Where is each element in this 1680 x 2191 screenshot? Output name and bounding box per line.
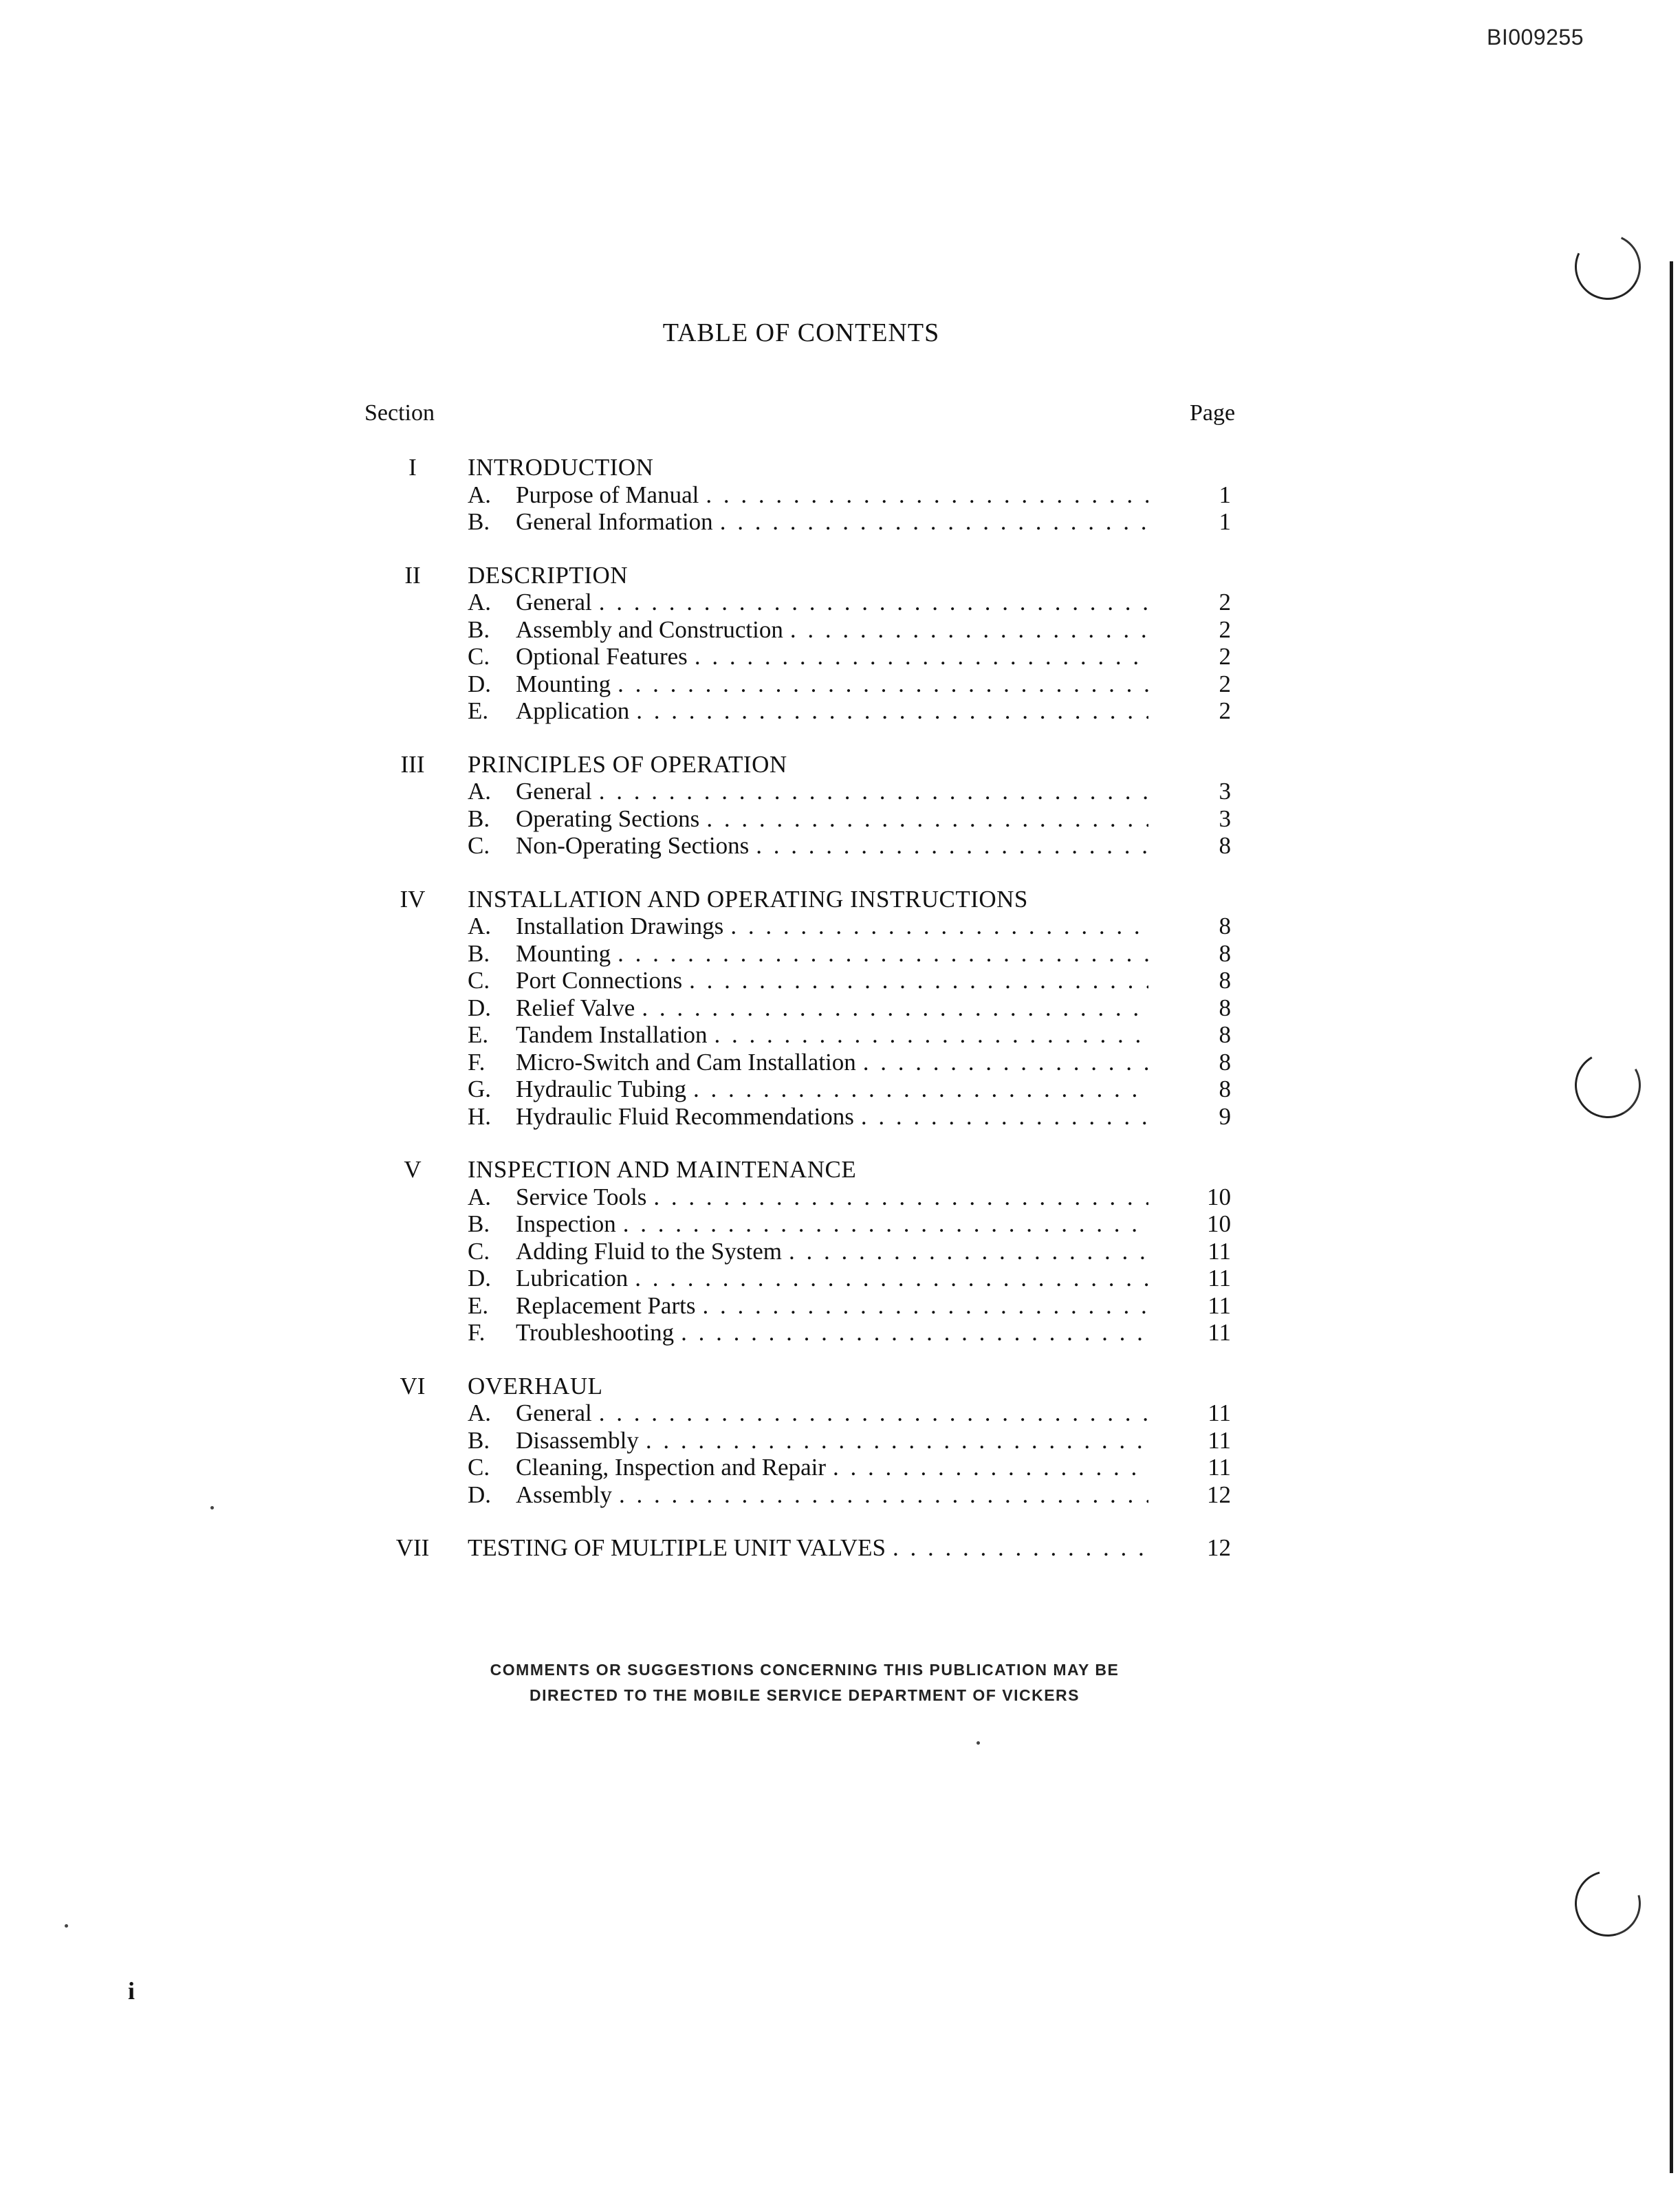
section-number: VI	[400, 1372, 426, 1399]
entry-title: Disassembly	[516, 1426, 639, 1454]
scan-speck	[210, 1506, 214, 1509]
entry-leader-group	[516, 805, 1148, 833]
toc-section-final	[358, 1534, 1252, 1562]
entry-page-number: 8	[1219, 1048, 1231, 1076]
entry-page-number: 3	[1219, 805, 1231, 832]
entry-page-number: 8	[1219, 1021, 1231, 1048]
entry-title: Purpose of Manual	[516, 481, 699, 508]
entry-letter: F.	[468, 1048, 486, 1076]
entry-letter: D.	[468, 994, 492, 1021]
dot-leader	[790, 616, 1148, 644]
entry-page-number: 12	[1207, 1481, 1231, 1508]
table-of-contents	[358, 454, 1252, 1588]
section-title: OVERHAUL	[468, 1372, 603, 1399]
dot-leader	[623, 1210, 1148, 1238]
entry-title: Optional Features	[516, 643, 688, 670]
entry-leader-group	[516, 1292, 1148, 1320]
section-title: INSPECTION AND MAINTENANCE	[468, 1156, 857, 1183]
toc-section	[358, 562, 1252, 725]
dot-leader	[599, 1399, 1148, 1427]
dot-leader	[642, 994, 1148, 1022]
toc-final-row	[358, 1534, 1252, 1562]
scan-speck	[977, 1741, 980, 1745]
entry-leader-group	[516, 1427, 1148, 1454]
entry-title: Hydraulic Fluid Recommendations	[516, 1102, 854, 1130]
toc-entry-row	[358, 1210, 1252, 1238]
entry-title: Replacement Parts	[516, 1291, 696, 1319]
entry-page-number: 8	[1219, 994, 1231, 1021]
entry-letter: B.	[468, 615, 490, 643]
scan-speck	[65, 1924, 68, 1928]
entry-page-number: 1	[1219, 508, 1231, 535]
comments-line-2: DIRECTED TO THE MOBILE SERVICE DEPARTMENT OF VICKERS	[529, 1686, 1080, 1704]
dot-leader	[863, 1049, 1148, 1076]
entry-leader-group	[516, 643, 1148, 671]
entry-letter: G.	[468, 1076, 492, 1102]
entry-letter: H.	[468, 1102, 492, 1130]
entry-title: Application	[516, 697, 630, 724]
binder-hole-bottom	[1562, 1858, 1652, 1948]
toc-entry-row	[358, 643, 1252, 671]
toc-section-heading-row	[358, 886, 1252, 913]
toc-section-heading-row	[358, 751, 1252, 778]
toc-section	[358, 454, 1252, 536]
binder-hole-top	[1565, 224, 1650, 309]
entry-title: Assembly	[516, 1481, 612, 1508]
entry-letter: C.	[468, 832, 490, 859]
entry-title: General	[516, 589, 592, 615]
entry-title: Inspection	[516, 1210, 616, 1237]
dot-leader	[893, 1534, 1148, 1562]
section-title: PRINCIPLES OF OPERATION	[468, 750, 787, 778]
toc-entry-row	[358, 913, 1252, 940]
page-edge-shadow	[1670, 261, 1673, 2173]
dot-leader	[619, 1481, 1148, 1509]
entry-leader-group	[516, 481, 1148, 509]
toc-section	[358, 1156, 1252, 1347]
entry-page-number: 2	[1219, 615, 1231, 643]
entry-leader-group	[516, 1021, 1148, 1049]
dot-leader	[635, 1265, 1148, 1292]
section-number: V	[404, 1156, 422, 1183]
entry-title: Installation Drawings	[516, 913, 724, 939]
dot-leader	[695, 643, 1148, 671]
section-number: IV	[400, 885, 426, 913]
entry-title: Mounting	[516, 670, 611, 697]
toc-entry-row	[358, 832, 1252, 860]
toc-entry-row	[358, 1454, 1252, 1481]
toc-section	[358, 1373, 1252, 1509]
entry-leader-group	[516, 994, 1148, 1022]
entry-leader-group	[516, 616, 1148, 644]
toc-entry-row	[358, 1049, 1252, 1076]
toc-section	[358, 751, 1252, 860]
entry-letter: D.	[468, 1265, 492, 1291]
entry-letter: D.	[468, 670, 492, 697]
entry-letter: A.	[468, 1399, 492, 1426]
entry-letter: B.	[468, 1426, 490, 1454]
entry-page-number: 11	[1208, 1454, 1231, 1481]
dot-leader	[689, 967, 1148, 994]
section-number: II	[404, 561, 421, 589]
entry-page-number: 11	[1208, 1237, 1231, 1265]
entry-letter: B.	[468, 1210, 490, 1237]
entry-title: Cleaning, Inspection and Repair	[516, 1454, 826, 1481]
entry-letter: E.	[468, 697, 489, 724]
section-title: DESCRIPTION	[468, 561, 629, 589]
entry-letter: A.	[468, 589, 492, 615]
toc-entry-row	[358, 697, 1252, 725]
entry-letter: B.	[468, 939, 490, 967]
toc-section	[358, 886, 1252, 1131]
comments-notice	[0, 1657, 1609, 1708]
dot-leader	[730, 913, 1148, 940]
dot-leader	[833, 1454, 1148, 1481]
entry-page-number: 3	[1219, 778, 1231, 805]
section-number: VII	[395, 1534, 430, 1561]
toc-entry-row	[358, 1184, 1252, 1211]
toc-entry-row	[358, 589, 1252, 616]
entry-leader-group	[516, 1265, 1148, 1292]
section-column-header: Section	[364, 400, 435, 426]
entry-page-number: 2	[1219, 697, 1231, 724]
dot-leader	[706, 481, 1148, 509]
toc-entry-row	[358, 1021, 1252, 1049]
entry-letter: C.	[468, 967, 490, 994]
toc-section-heading-row	[358, 454, 1252, 481]
entry-page-number: 8	[1219, 1076, 1231, 1102]
dot-leader	[714, 1021, 1148, 1049]
toc-entry-row	[358, 1427, 1252, 1454]
entry-leader-group	[516, 1399, 1148, 1427]
entry-leader-group	[516, 697, 1148, 725]
entry-letter: D.	[468, 1481, 492, 1508]
entry-title: Assembly and Construction	[516, 615, 783, 643]
entry-page-number: 11	[1208, 1265, 1231, 1291]
entry-title: Relief Valve	[516, 994, 635, 1021]
dot-leader	[706, 805, 1148, 833]
entry-page-number: 8	[1219, 832, 1231, 859]
entry-page-number: 8	[1219, 967, 1231, 994]
entry-leader-group	[516, 913, 1148, 940]
entry-title: General	[516, 778, 592, 805]
entry-letter: A.	[468, 1183, 492, 1210]
section-number: III	[400, 750, 425, 778]
entry-leader-group	[516, 778, 1148, 805]
toc-entry-row	[358, 967, 1252, 994]
toc-entry-row	[358, 481, 1252, 509]
dot-leader	[618, 671, 1148, 698]
toc-entry-row	[358, 671, 1252, 698]
page-number: i	[128, 1977, 135, 2005]
toc-section-heading-row	[358, 562, 1252, 589]
entry-leader-group	[516, 1184, 1148, 1211]
dot-leader	[653, 1184, 1148, 1211]
dot-leader	[789, 1238, 1148, 1265]
entry-page-number: 10	[1207, 1210, 1231, 1237]
entry-title: Mounting	[516, 939, 611, 967]
entry-leader-group	[516, 1238, 1148, 1265]
entry-letter: E.	[468, 1021, 489, 1048]
entry-leader-group	[516, 832, 1148, 860]
entry-letter: A.	[468, 778, 492, 805]
entry-leader-group	[516, 940, 1148, 968]
entry-leader-group	[516, 589, 1148, 616]
dot-leader	[720, 508, 1148, 536]
entry-leader-group	[516, 1454, 1148, 1481]
binder-hole-middle	[1567, 1045, 1648, 1126]
toc-entry-row	[358, 508, 1252, 536]
entry-title: Troubleshooting	[516, 1319, 675, 1346]
dot-leader	[599, 778, 1148, 805]
dot-leader	[693, 1076, 1148, 1103]
toc-entry-row	[358, 1319, 1252, 1347]
entry-leader-group	[516, 1076, 1148, 1103]
toc-entry-row	[358, 1399, 1252, 1427]
entry-title: Port Connections	[516, 967, 683, 994]
entry-page-number: 12	[1207, 1534, 1231, 1561]
entry-page-number: 9	[1219, 1102, 1231, 1130]
toc-entry-row	[358, 778, 1252, 805]
toc-entry-row	[358, 1481, 1252, 1509]
entry-leader-group	[516, 1210, 1148, 1238]
entry-letter: F.	[468, 1319, 486, 1346]
entry-page-number: 11	[1208, 1291, 1231, 1319]
entry-title: Tandem Installation	[516, 1021, 708, 1048]
document-id: BI009255	[1486, 25, 1584, 50]
entry-letter: B.	[468, 508, 490, 535]
entry-page-number: 1	[1219, 481, 1231, 508]
section-number: I	[408, 454, 417, 481]
entry-letter: A.	[468, 913, 492, 939]
dot-leader	[636, 697, 1148, 725]
entry-page-number: 11	[1208, 1399, 1231, 1426]
entry-leader-group	[468, 1534, 1148, 1562]
toc-entry-row	[358, 994, 1252, 1022]
toc-section-heading-row	[358, 1373, 1252, 1400]
dot-leader	[599, 589, 1148, 616]
entry-title: Hydraulic Tubing	[516, 1076, 686, 1102]
entry-leader-group	[516, 967, 1148, 994]
entry-page-number: 8	[1219, 913, 1231, 939]
dot-leader	[861, 1103, 1148, 1131]
entry-page-number: 11	[1208, 1426, 1231, 1454]
entry-letter: E.	[468, 1291, 489, 1319]
entry-title: General	[516, 1399, 592, 1426]
entry-leader-group	[516, 1481, 1148, 1509]
entry-title: General Information	[516, 508, 713, 535]
section-title: INSTALLATION AND OPERATING INSTRUCTIONS	[468, 885, 1028, 913]
page-column-header: Page	[1190, 400, 1236, 426]
entry-title: Service Tools	[516, 1183, 647, 1210]
toc-entry-row	[358, 940, 1252, 968]
entry-page-number: 2	[1219, 670, 1231, 697]
section-title: TESTING OF MULTIPLE UNIT VALVES	[468, 1534, 886, 1561]
entry-leader-group	[516, 1103, 1148, 1131]
dot-leader	[646, 1427, 1148, 1454]
entry-page-number: 8	[1219, 939, 1231, 967]
entry-title: Operating Sections	[516, 805, 700, 832]
comments-line-1: COMMENTS OR SUGGESTIONS CONCERNING THIS PUBLICATION MAY BE	[490, 1661, 1120, 1679]
toc-section-heading-row	[358, 1156, 1252, 1184]
section-title: INTRODUCTION	[468, 454, 654, 481]
entry-leader-group	[516, 671, 1148, 698]
entry-letter: A.	[468, 481, 492, 508]
entry-page-number: 10	[1207, 1183, 1231, 1210]
entry-page-number: 2	[1219, 643, 1231, 670]
dot-leader	[702, 1292, 1148, 1320]
entry-letter: B.	[468, 805, 490, 832]
toc-entry-row	[358, 1265, 1252, 1292]
entry-letter: C.	[468, 1237, 490, 1265]
entry-page-number: 2	[1219, 589, 1231, 615]
entry-leader-group	[516, 508, 1148, 536]
entry-leader-group	[516, 1049, 1148, 1076]
entry-leader-group	[516, 1319, 1148, 1347]
page-title: TABLE OF CONTENTS	[662, 318, 940, 347]
toc-entry-row	[358, 616, 1252, 644]
dot-leader	[618, 940, 1148, 968]
toc-entry-row	[358, 1238, 1252, 1265]
entry-letter: C.	[468, 1454, 490, 1481]
entry-page-number: 11	[1208, 1319, 1231, 1346]
entry-title: Adding Fluid to the System	[516, 1237, 782, 1265]
toc-entry-row	[358, 1076, 1252, 1103]
toc-entry-row	[358, 805, 1252, 833]
toc-entry-row	[358, 1292, 1252, 1320]
entry-title: Non-Operating Sections	[516, 832, 750, 859]
entry-title: Micro-Switch and Cam Installation	[516, 1048, 856, 1076]
toc-entry-row	[358, 1103, 1252, 1131]
entry-title: Lubrication	[516, 1265, 629, 1291]
dot-leader	[681, 1319, 1148, 1347]
dot-leader	[756, 832, 1148, 860]
entry-letter: C.	[468, 643, 490, 670]
